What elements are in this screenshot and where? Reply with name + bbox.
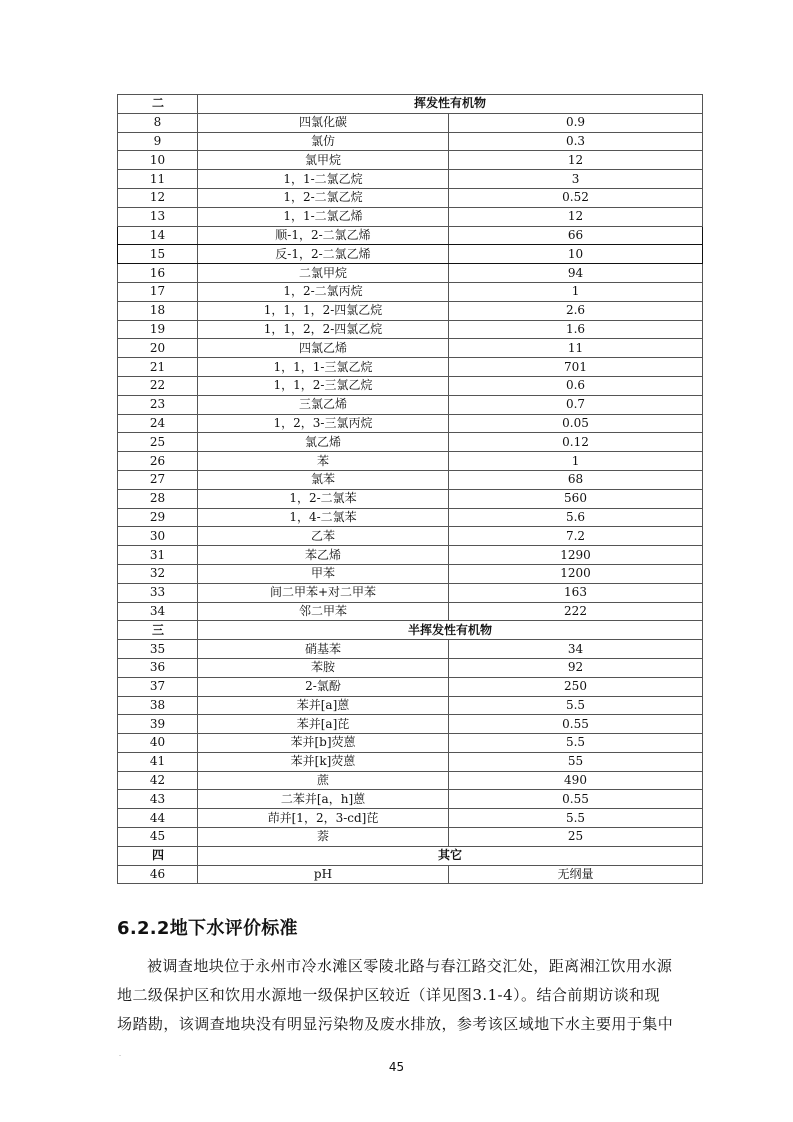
table-row — [118, 828, 703, 847]
row-number: 8 — [118, 113, 198, 132]
standard-value: 701 — [449, 358, 703, 377]
standard-value: 1290 — [449, 546, 703, 565]
table-row — [118, 245, 703, 264]
pollutant-name: 1，2-二氯丙烷 — [198, 282, 449, 301]
row-number: 41 — [118, 752, 198, 771]
table-row — [118, 414, 703, 433]
standard-value: 无纲量 — [449, 865, 703, 884]
standard-value: 490 — [449, 771, 703, 790]
table-row — [118, 433, 703, 452]
standard-value: 0.52 — [449, 188, 703, 207]
row-number: 43 — [118, 790, 198, 809]
pollutant-name: 1，1，1，2-四氯乙烷 — [198, 301, 449, 320]
pollutant-name: 邻二甲苯 — [198, 602, 449, 621]
row-number: 9 — [118, 132, 198, 151]
table-row — [118, 696, 703, 715]
row-number: 36 — [118, 658, 198, 677]
pollutant-name: 苯胺 — [198, 658, 449, 677]
table-row — [118, 546, 703, 565]
row-number: 16 — [118, 264, 198, 283]
table-row — [118, 282, 703, 301]
pollutant-name: 苯并[a]蒽 — [198, 696, 449, 715]
standard-value: 5.5 — [449, 809, 703, 828]
footer-mark: - — [119, 1052, 122, 1059]
pollutant-name: 蔗 — [198, 771, 449, 790]
table-row — [118, 602, 703, 621]
table-row — [118, 527, 703, 546]
standards-table — [117, 94, 703, 884]
pollutant-name: 二氯甲烷 — [198, 264, 449, 283]
standard-value: 0.3 — [449, 132, 703, 151]
row-number: 17 — [118, 282, 198, 301]
table-row — [118, 564, 703, 583]
pollutant-name: 1，1-二氯乙烷 — [198, 170, 449, 189]
table-row — [118, 640, 703, 659]
section-title: 半挥发性有机物 — [198, 621, 703, 640]
table-row — [118, 226, 703, 245]
standard-value: 0.7 — [449, 395, 703, 414]
standard-value: 1 — [449, 452, 703, 471]
table-row — [118, 320, 703, 339]
row-number: 33 — [118, 583, 198, 602]
pollutant-name: 氯苯 — [198, 470, 449, 489]
row-number: 46 — [118, 865, 198, 884]
table-row — [118, 395, 703, 414]
pollutant-name: 苯并[a]芘 — [198, 715, 449, 734]
pollutant-name: 乙苯 — [198, 527, 449, 546]
table-row — [118, 677, 703, 696]
table-row — [118, 470, 703, 489]
pollutant-name: 1，2-二氯乙烷 — [198, 188, 449, 207]
table-row — [118, 752, 703, 771]
standard-value: 66 — [449, 226, 703, 245]
pollutant-name: 二苯并[a，h]蒽 — [198, 790, 449, 809]
standards-table-body — [118, 95, 703, 884]
row-number: 34 — [118, 602, 198, 621]
row-number: 30 — [118, 527, 198, 546]
row-number: 21 — [118, 358, 198, 377]
section-number: 四 — [118, 846, 198, 865]
table-row — [118, 207, 703, 226]
table-row — [118, 771, 703, 790]
pollutant-name: 间二甲苯+对二甲苯 — [198, 583, 449, 602]
row-number: 28 — [118, 489, 198, 508]
row-number: 12 — [118, 188, 198, 207]
pollutant-name: 苯并[b]荧蒽 — [198, 734, 449, 753]
standard-value: 10 — [449, 245, 703, 264]
table-row — [118, 452, 703, 471]
standard-value: 560 — [449, 489, 703, 508]
table-row — [118, 583, 703, 602]
section-title: 其它 — [198, 846, 703, 865]
standard-value: 0.6 — [449, 376, 703, 395]
section-number: 二 — [118, 95, 198, 114]
row-number: 44 — [118, 809, 198, 828]
standard-value: 5.5 — [449, 696, 703, 715]
row-number: 40 — [118, 734, 198, 753]
standard-value: 55 — [449, 752, 703, 771]
standard-value: 1 — [449, 282, 703, 301]
row-number: 15 — [118, 245, 198, 264]
section-heading: 6.2.2地下水评价标准 — [117, 918, 298, 939]
pollutant-name: pH — [198, 865, 449, 884]
row-number: 38 — [118, 696, 198, 715]
row-number: 23 — [118, 395, 198, 414]
standard-value: 222 — [449, 602, 703, 621]
pollutant-name: 萘 — [198, 828, 449, 847]
standard-value: 1.6 — [449, 320, 703, 339]
pollutant-name: 2-氯酚 — [198, 677, 449, 696]
table-row — [118, 809, 703, 828]
table-row — [118, 264, 703, 283]
row-number: 19 — [118, 320, 198, 339]
pollutant-name: 苯乙烯 — [198, 546, 449, 565]
pollutant-name: 氯仿 — [198, 132, 449, 151]
table-row — [118, 489, 703, 508]
paragraph-line: 被调查地块位于永州市冷水滩区零陵北路与春江路交汇处，距离湘江饮用水源 — [147, 957, 673, 975]
standard-value: 0.55 — [449, 715, 703, 734]
pollutant-name: 反-1，2-二氯乙烯 — [198, 245, 449, 264]
standard-value: 250 — [449, 677, 703, 696]
standard-value: 3 — [449, 170, 703, 189]
standard-value: 5.5 — [449, 734, 703, 753]
row-number: 24 — [118, 414, 198, 433]
standard-value: 163 — [449, 583, 703, 602]
table-row — [118, 734, 703, 753]
pollutant-name: 1，1，2-三氯乙烷 — [198, 376, 449, 395]
section-number: 三 — [118, 621, 198, 640]
pollutant-name: 硝基苯 — [198, 640, 449, 659]
table-row — [118, 188, 703, 207]
pollutant-name: 四氯乙烯 — [198, 339, 449, 358]
row-number: 37 — [118, 677, 198, 696]
standard-value: 0.9 — [449, 113, 703, 132]
standard-value: 2.6 — [449, 301, 703, 320]
row-number: 13 — [118, 207, 198, 226]
pollutant-name: 1，1-二氯乙烯 — [198, 207, 449, 226]
row-number: 25 — [118, 433, 198, 452]
row-number: 26 — [118, 452, 198, 471]
standard-value: 94 — [449, 264, 703, 283]
pollutant-name: 1，1，2，2-四氯乙烷 — [198, 320, 449, 339]
standard-value: 12 — [449, 151, 703, 170]
row-number: 18 — [118, 301, 198, 320]
table-row — [118, 113, 703, 132]
table-row — [118, 508, 703, 527]
row-number: 32 — [118, 564, 198, 583]
table-row — [118, 358, 703, 377]
table-row — [118, 658, 703, 677]
row-number: 11 — [118, 170, 198, 189]
table-row — [118, 132, 703, 151]
standard-value: 12 — [449, 207, 703, 226]
row-number: 27 — [118, 470, 198, 489]
section-title: 挥发性有机物 — [198, 95, 703, 114]
standard-value: 0.55 — [449, 790, 703, 809]
row-number: 22 — [118, 376, 198, 395]
standard-value: 0.05 — [449, 414, 703, 433]
table-section-row — [118, 621, 703, 640]
pollutant-name: 1，1，1-三氯乙烷 — [198, 358, 449, 377]
paragraph-line: 场踏勘，该调查地块没有明显污染物及废水排放，参考该区域地下水主要用于集中 — [117, 1015, 674, 1033]
standard-value: 7.2 — [449, 527, 703, 546]
pollutant-name: 三氯乙烯 — [198, 395, 449, 414]
row-number: 45 — [118, 828, 198, 847]
pollutant-name: 顺-1，2-二氯乙烯 — [198, 226, 449, 245]
standard-value: 5.6 — [449, 508, 703, 527]
pollutant-name: 氯乙烯 — [198, 433, 449, 452]
paragraph-line: 地二级保护区和饮用水源地一级保护区较近（详见图3.1-4）。结合前期访谈和现 — [117, 986, 661, 1004]
standard-value: 34 — [449, 640, 703, 659]
table-section-row — [118, 846, 703, 865]
standard-value: 0.12 — [449, 433, 703, 452]
row-number: 35 — [118, 640, 198, 659]
row-number: 10 — [118, 151, 198, 170]
table-row — [118, 339, 703, 358]
table-row — [118, 376, 703, 395]
pollutant-name: 甲苯 — [198, 564, 449, 583]
standard-value: 11 — [449, 339, 703, 358]
pollutant-name: 1，2-二氯苯 — [198, 489, 449, 508]
pollutant-name: 1，4-二氯苯 — [198, 508, 449, 527]
table-row — [118, 301, 703, 320]
table-row — [118, 151, 703, 170]
pollutant-name: 氯甲烷 — [198, 151, 449, 170]
pollutant-name: 苯并[k]荧蒽 — [198, 752, 449, 771]
pollutant-name: 苯 — [198, 452, 449, 471]
pollutant-name: 1，2，3-三氯丙烷 — [198, 414, 449, 433]
standard-value: 92 — [449, 658, 703, 677]
page-number: 45 — [388, 1060, 405, 1074]
row-number: 20 — [118, 339, 198, 358]
row-number: 29 — [118, 508, 198, 527]
standard-value: 68 — [449, 470, 703, 489]
table-row — [118, 715, 703, 734]
row-number: 42 — [118, 771, 198, 790]
table-row — [118, 865, 703, 884]
row-number: 14 — [118, 226, 198, 245]
pollutant-name: 茚并[1，2，3-cd]芘 — [198, 809, 449, 828]
body-paragraph — [117, 952, 703, 1039]
table-row — [118, 170, 703, 189]
pollutant-name: 四氯化碳 — [198, 113, 449, 132]
standard-value: 1200 — [449, 564, 703, 583]
standard-value: 25 — [449, 828, 703, 847]
table-section-row — [118, 95, 703, 114]
row-number: 39 — [118, 715, 198, 734]
row-number: 31 — [118, 546, 198, 565]
table-row — [118, 790, 703, 809]
